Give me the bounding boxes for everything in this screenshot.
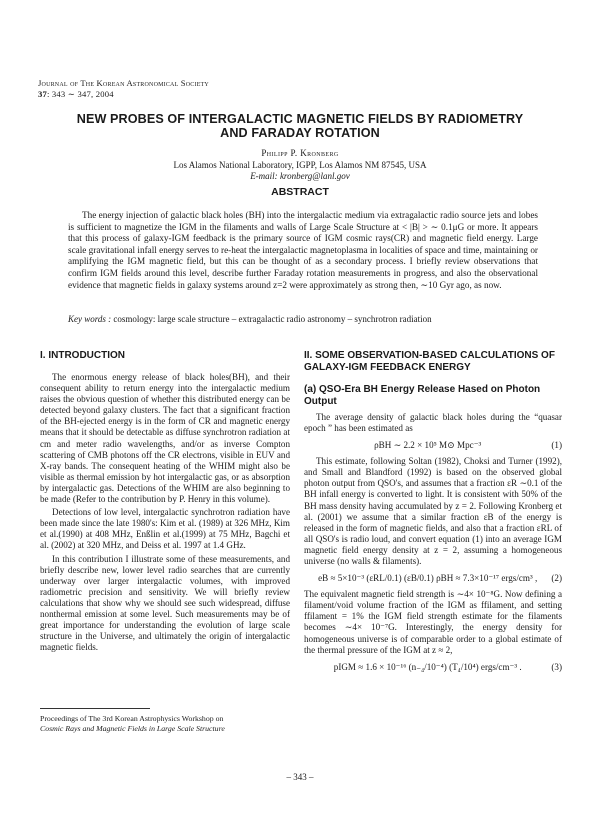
journal-header (38, 78, 209, 100)
keywords-label: Key words : (68, 314, 112, 324)
author-email: kronberg@lanl.gov (279, 171, 350, 181)
footnote (40, 714, 290, 734)
author-block (30, 148, 570, 183)
abstract-heading: ABSTRACT (271, 186, 329, 198)
keywords-text: cosmology: large scale structure – extragalactic radio astronomy – synchrotron radiation (113, 314, 432, 324)
equation-1-number: (1) (551, 440, 562, 451)
paper-title (30, 112, 570, 140)
intro-paragraph-2: Detections of low level, intergalactic synchrotron radiation have been made since the late 1980's: Kim et al. (1989) at 326 MHz, Kim et al.(1990) at 408 MHz, Enßlin et al.(1999) at 75 MHz, Bagchi et al. (2002) at 320 MHz, and Deiss et al. 1997 at 1.4 GHz. (40, 507, 290, 551)
section2-paragraph-1: The average density of galactic black holes during the “quasar epoch ” has been estimated as (304, 412, 562, 434)
page-number: – 343 – (286, 772, 314, 782)
intro-paragraph-3: In this contribution I illustrate some of these measurements, and briefly describe new, lower level radio searches that are currently underway over larger intergalactic volumes, with improved radiometric precision and sensitivity. We will briefly review calculations that show why we should see such widespread, diffuse nonthermal emission at some level. Such measurements may be of great importance for understanding the evolution of large scale structure in the Universe, and ultimately the origin of intergalactic magnetic fields. (40, 553, 290, 653)
equation-2-body: eB ≈ 5×10⁻³ (εRL/0.1) (εB/0.1) ρBH ≈ 7.3×10⁻¹⁷ ergs/cm³ , (318, 573, 538, 584)
right-column (304, 350, 562, 678)
paper-title-line-2: AND FARADAY ROTATION (220, 126, 380, 140)
equation-3 (304, 660, 562, 674)
equation-1-body: ρBH ∼ 2.2 × 10⁵ M⊙ Mpc⁻³ (374, 440, 482, 451)
journal-pages: : 343 ∼ 347, 2004 (47, 89, 114, 99)
equation-2-number: (2) (551, 573, 562, 584)
journal-name: Journal of The Korean Astronomical Society (38, 78, 209, 88)
author-email-label: E-mail: (250, 171, 278, 181)
section-heading-introduction: I. INTRODUCTION (40, 350, 125, 361)
author-affiliation: Los Alamos National Laboratory, IGPP, Los Alamos NM 87545, USA (173, 159, 427, 170)
equation-2 (304, 571, 562, 585)
section2-paragraph-2: This estimate, following Soltan (1982), Choksi and Turner (1992), and Small and Blandford (1992) is based on the observed global photon output from QSO's, and assumes that a fraction εR ∼0.1 of the BH infall energy is converted to light. It is consistent with 50% of the BH mass density having accumulated by z = 2. Following Kronberg et al. (2001) we assume that a similar fraction εB of the energy is released in the form of magnetic fields, and also that a fraction εRL of all QSO's is radio loud, and convert equation (1) into an average IGM magnetic field energy density at z = 2, assuming a homogeneous universe (no walls & filaments). (304, 456, 562, 567)
equation-1 (304, 438, 562, 452)
footnote-rule (40, 708, 150, 709)
journal-volume-line (38, 89, 209, 100)
paper-title-line-1: NEW PROBES OF INTERGALACTIC MAGNETIC FIELDS BY RADIOMETRY (76, 112, 524, 126)
intro-paragraph-1: The enormous energy release of black holes(BH), and their consequent ability to return energy into the intergalactic medium raises the obvious question of whether this distributed energy can be detected beyond galaxy clusters. The fact that a significant fraction of the BH-ejected energy is in the form of CR and magnetic energy means that it should be detectable as diffuse synchrotron radiation at cm and meter radio wavelengths, and/or as inverse Compton scattering of CMB photons off the CR electrons, visible in EUV and X-ray bands. The consequent heating of the WHIM might also be visible as thermal emission by hot intergalactic gas, or as absorption by intergalactic gas. Detections of the WHIM are also beginning to be made (Refer to the contribution by P. Henry in this volume). (40, 372, 290, 505)
left-column (40, 350, 290, 655)
footnote-line-1: Proceedings of The 3rd Korean Astrophysics Workshop on (40, 714, 224, 723)
subsection-heading-a: (a) QSO-Era BH Energy Release Hased on Photon Output (304, 384, 541, 407)
keywords (68, 314, 538, 325)
abstract-text: The energy injection of galactic black holes (BH) into the intergalactic medium via extragalactic radio source jets and lobes is sufficient to magnetize the IGM in the filaments and walls of Large Scale Structure at < |B| > ∼ 0.1μG or more. It appears that this process of galaxy-IGM feedback is the primary source of IGM cosmic rays(CR) and magnetic field energy. Large scale gravitational infall energy serves to re-heat the intergalactic magnetoplasma in localities of space and time, maintaining or amplifying the IGM magnetic field, but this can be thought of as a secondary process. I briefly review observations that confirm IGM fields around this level, describe further Faraday rotation measurements in progress, and also the observational evidence that magnetic fields in galaxy systems around z=2 were approximately as strong then, ∼10 Gyr ago, as now. (68, 210, 538, 290)
journal-volume: 37 (38, 89, 47, 99)
author-email-line (30, 171, 570, 183)
equation-3-body: pIGM ≈ 1.6 × 10⁻¹⁶ (n₋₄/10⁻⁴) (T₄/10⁴) ergs/cm⁻³ . (333, 661, 522, 672)
section2-paragraph-3: The equivalent magnetic field strength is ∼4× 10⁻⁸G. Now defining a filament/void volume fraction of the IGM as ffilament, and setting ffilament = 1% the IGM field strength estimate for the filaments becomes ∼4× 10⁻⁷G. Interestingly, the energy density for homogeneous universe is of comparable order to a global estimate of the thermal pressure of the IGM at z ≈ 2, (304, 589, 562, 655)
author-name: Philipp P. Kronberg (261, 148, 339, 158)
equation-3-number: (3) (551, 661, 562, 672)
section-heading-observations: II. SOME OBSERVATION-BASED CALCULATIONS OF GALAXY-IGM FEEDBACK ENERGY (304, 350, 555, 373)
footnote-line-2: Cosmic Rays and Magnetic Fields in Large Scale Structure (40, 724, 225, 733)
